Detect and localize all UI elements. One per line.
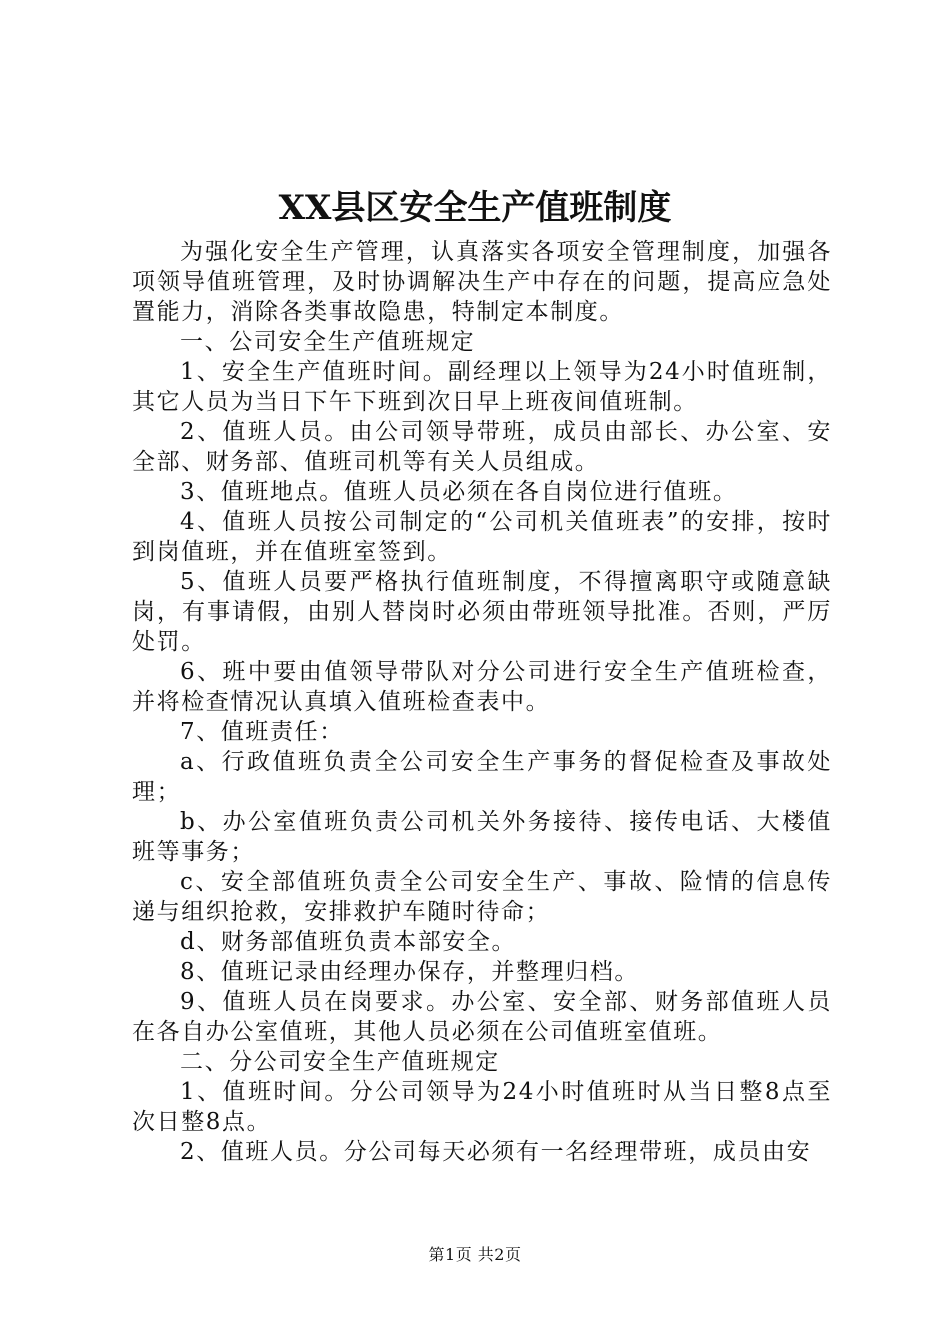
paragraph: 2、值班人员。分公司每天必须有一名经理带班，成员由安 (180, 1139, 812, 1165)
paragraph: 7、值班责任： (180, 719, 344, 745)
page-number-footer: 第1页 共2页 (428, 1245, 522, 1264)
paragraph: 6、班中要由值领导带队对分公司进行安全生产值班检查，并将检查情况认真填入值班检查表中。 (132, 659, 832, 715)
section-heading-1: 一、公司安全生产值班规定 (180, 329, 476, 355)
paragraph: d、财务部值班负责本部安全。 (180, 929, 517, 955)
paragraph: 8、值班记录由经理办保存，并整理归档。 (180, 959, 640, 985)
paragraph: b、办公室值班负责公司机关外务接待、接传电话、大楼值班等事务； (132, 809, 832, 865)
paragraph: 9、值班人员在岗要求。办公室、安全部、财务部值班人员在各自办公室值班，其他人员必须在公司值班室值班。 (132, 989, 832, 1045)
section-heading-2: 二、分公司安全生产值班规定 (180, 1049, 500, 1075)
document-title: XX县区安全生产值班制度 (278, 188, 672, 228)
paragraph: c、安全部值班负责全公司安全生产、事故、险情的信息传递与组织抢救，安排救护车随时待命； (132, 869, 832, 925)
paragraph: 2、值班人员。由公司领导带班，成员由部长、办公室、安全部、财务部、值班司机等有关人员组成。 (132, 419, 832, 475)
paragraph: 1、值班时间。分公司领导为24小时值班时从当日整8点至次日整8点。 (132, 1079, 832, 1135)
paragraph: a、行政值班负责全公司安全生产事务的督促检查及事故处理； (132, 749, 832, 805)
paragraph: 4、值班人员按公司制定的“公司机关值班表”的安排，按时到岗值班，并在值班室签到。 (132, 509, 832, 565)
paragraph: 3、值班地点。值班人员必须在各自岗位进行值班。 (180, 479, 738, 505)
document-body (132, 237, 832, 1167)
paragraph: 5、值班人员要严格执行值班制度，不得擅离职守或随意缺岗，有事请假，由别人替岗时必须由带班领导批准。否则，严厉处罚。 (132, 569, 832, 655)
paragraph-intro: 为强化安全生产管理，认真落实各项安全管理制度，加强各项领导值班管理，及时协调解决生产中存在的问题，提高应急处置能力，消除各类事故隐患，特制定本制度。 (132, 239, 832, 325)
paragraph: 1、安全生产值班时间。副经理以上领导为24小时值班制，其它人员为当日下午下班到次日早上班夜间值班制。 (132, 359, 832, 415)
